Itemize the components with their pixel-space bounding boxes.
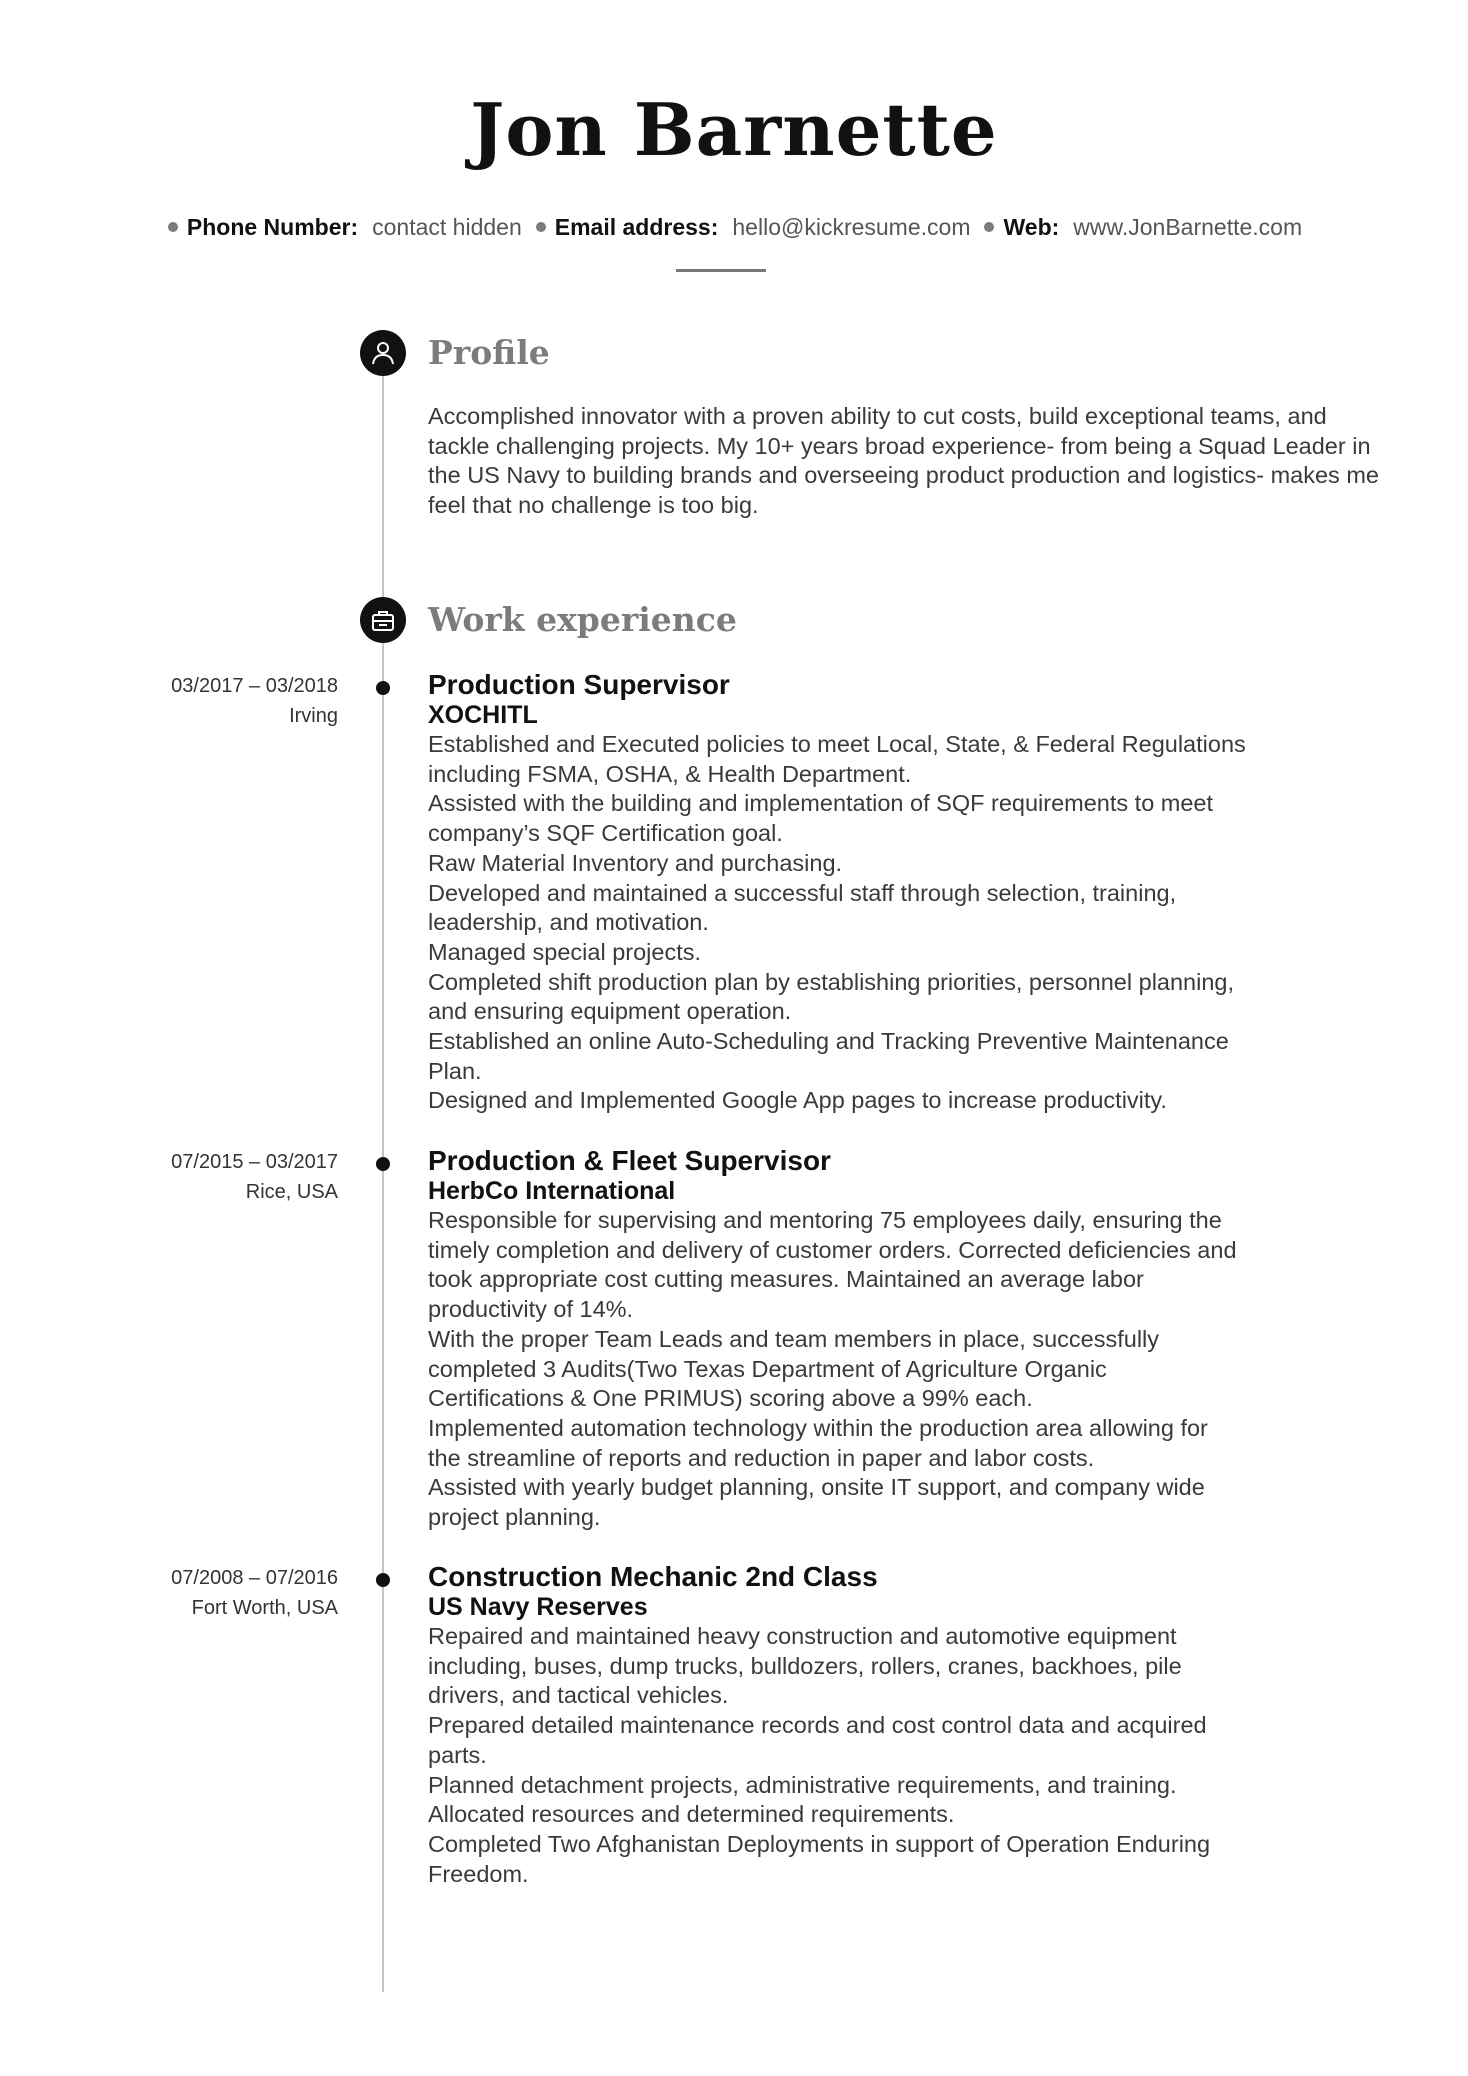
description-line: Raw Material Inventory and purchasing. [428,849,843,876]
description-line: Assisted with the building and implementation of SQF requirements to meet [428,790,1214,817]
description-line: parts. [428,1741,487,1768]
resume-name: Jon Barnette [470,87,998,172]
company-name: US Navy Reserves [428,1593,648,1621]
job-title: Construction Mechanic 2nd Class [428,1561,878,1592]
description-line: Developed and maintained a successful staff through selection, training, [428,879,1177,906]
timeline-dot [376,681,390,695]
work-experience-title: Work experience [428,600,737,639]
web-label: Web: [1003,214,1060,240]
email-label: Email address: [554,214,719,240]
description-line: and ensuring equipment operation. [428,998,792,1025]
description-line: leadership, and motivation. [428,909,709,936]
bullet-dot-icon [984,222,994,232]
description-line: company’s SQF Certification goal. [428,820,783,847]
job-title: Production & Fleet Supervisor [428,1145,831,1176]
company-name: XOCHITL [428,701,538,729]
work-entry [428,670,1388,1116]
description-line: took appropriate cost cutting measures. Maintained an average labor [428,1266,1144,1293]
entry-meta [60,1147,338,1207]
description-line: Certifications & One PRIMUS) scoring above a 99% each. [428,1385,1033,1412]
job-title: Production Supervisor [428,669,730,700]
description-line: Prepared detailed maintenance records and cost control data and acquired [428,1712,1207,1739]
contact-bar [0,212,1468,242]
entry-dates: 07/2015 – 03/2017 [171,1151,338,1173]
work-entry [428,1562,1388,1889]
company-name: HerbCo International [428,1177,676,1205]
description-line: Managed special projects. [428,938,702,965]
entry-dates: 07/2008 – 07/2016 [171,1567,338,1589]
description-line: Designed and Implemented Google App pages to increase productivity. [428,1087,1167,1114]
description-line: Completed Two Afghanistan Deployments in support of Operation Enduring [428,1830,1211,1857]
entry-location: Fort Worth, USA [191,1597,338,1619]
description-line: Completed shift production plan by establishing priorities, personnel planning, [428,968,1235,995]
email-value[interactable]: hello@kickresume.com [732,214,971,240]
entry-location: Irving [289,705,338,727]
description-line: Implemented automation technology within the production area allowing for [428,1414,1208,1441]
bullet-dot-icon [168,222,178,232]
description-line: Responsible for supervising and mentoring 75 employees daily, ensuring the [428,1207,1222,1233]
description-line: Repaired and maintained heavy construction and automotive equipment [428,1623,1177,1649]
bullet-dot-icon [536,222,546,232]
description-line: including FSMA, OSHA, & Health Department. [428,760,912,787]
profile-text: Accomplished innovator with a proven ability to cut costs, build exceptional teams, and tackle challenging projects. My 10+ years broad experience- from being a Squad Leader in the US Navy to building brands and overseeing product production and logistics- makes me feel that no challenge is too big. [428,403,1379,519]
description-line: completed 3 Audits(Two Texas Department of Agriculture Organic [428,1355,1107,1382]
header-divider [676,269,766,272]
description-line: project planning. [428,1504,601,1531]
timeline-dot [376,1157,390,1171]
description-line: Established and Executed policies to meet Local, State, & Federal Regulations [428,731,1246,757]
description-line: Planned detachment projects, administrative requirements, and training. [428,1771,1177,1798]
description-line: the streamline of reports and reduction in paper and labor costs. [428,1444,1095,1471]
description-line: including, buses, dump trucks, bulldozers, rollers, cranes, backhoes, pile [428,1652,1182,1679]
phone-label: Phone Number: [186,214,359,240]
profile-title: Profile [428,333,550,372]
description-line: Established an online Auto-Scheduling and Tracking Preventive Maintenance [428,1028,1229,1055]
description-line: Plan. [428,1057,482,1084]
description-line: timely completion and delivery of customer orders. Corrected deficiencies and [428,1236,1237,1263]
entry-location: Rice, USA [245,1181,338,1203]
description-line: Allocated resources and determined requirements. [428,1801,955,1828]
web-value[interactable]: www.JonBarnette.com [1073,214,1303,240]
phone-value: contact hidden [372,214,522,240]
entry-meta [60,671,338,731]
description-line: productivity of 14%. [428,1296,634,1323]
description-line: Assisted with yearly budget planning, onsite IT support, and company wide [428,1474,1205,1501]
work-entry [428,1146,1388,1533]
description-line: Freedom. [428,1860,529,1887]
timeline-dot [376,1573,390,1587]
briefcase-icon [360,597,406,643]
description-line: drivers, and tactical vehicles. [428,1682,729,1709]
person-icon [360,330,406,376]
entry-dates: 03/2017 – 03/2018 [171,675,338,697]
entry-meta [60,1563,338,1623]
description-line: With the proper Team Leads and team members in place, successfully [428,1325,1160,1352]
